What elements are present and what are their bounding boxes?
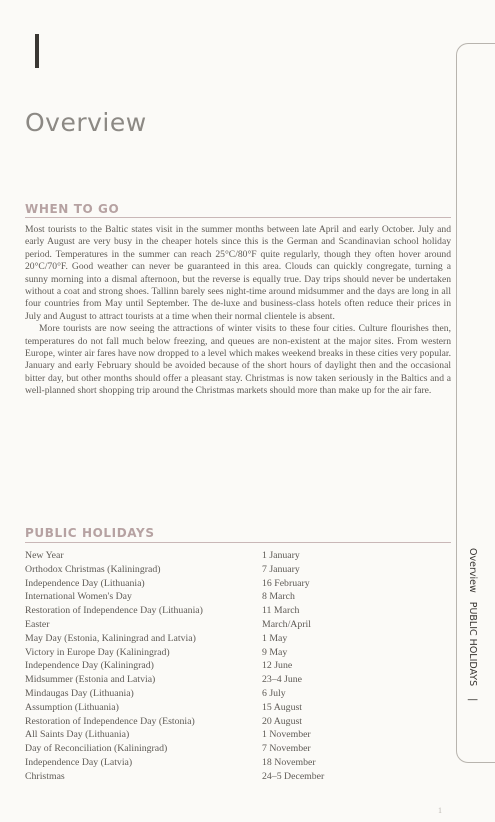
holiday-row	[25, 590, 455, 604]
holiday-date: 1 November	[262, 729, 311, 741]
holiday-row	[25, 618, 455, 632]
holiday-date: 1 May	[262, 632, 288, 644]
section-heading-public-holidays: PUBLIC HOLIDAYS	[25, 526, 155, 540]
holiday-date: 18 November	[262, 756, 316, 768]
public-holidays-list	[25, 549, 455, 784]
holiday-row	[25, 632, 455, 646]
holiday-name: Christmas	[25, 770, 65, 782]
holiday-date: 12 June	[262, 660, 293, 672]
holiday-row	[25, 646, 455, 660]
holiday-name: Midsummer (Estonia and Latvia)	[25, 674, 156, 686]
holiday-row	[25, 770, 455, 784]
holiday-date: 23–4 June	[262, 674, 303, 686]
side-tab-section: Overview	[467, 548, 478, 593]
holiday-name: Independence Day (Kaliningrad)	[25, 660, 154, 672]
holiday-name: Orthodox Christmas (Kaliningrad)	[25, 563, 161, 575]
holiday-date: 11 March	[262, 605, 300, 617]
holiday-date: 9 May	[262, 646, 288, 658]
when-to-go-body	[25, 224, 451, 398]
holiday-name: New Year	[25, 550, 64, 561]
holiday-date: March/April	[262, 618, 311, 630]
holiday-date: 16 February	[262, 577, 310, 589]
holiday-row	[25, 701, 455, 715]
paragraph: More tourists are now seeing the attractions of winter visits to these four cities. Culture flourishes then, temperatures do not fall much below freezing, and queues are non-existent at the major sites. From western Europe, winter air fares have now dropped to a level which makes weekend breaks in these cities very popular. January and early February should be avoided because of the short hours of daylight then and the occasional bitter day, but other months should offer a pleasant stay. Christmas is now taken seriously in the Baltics and a well-planned short shopping trip around the Christmas markets should more than make up for the air fare.	[25, 323, 451, 397]
section-rule	[25, 217, 451, 218]
section-heading-when-to-go: WHEN TO GO	[25, 202, 120, 216]
holiday-date: 8 March	[262, 591, 295, 603]
holiday-name: Easter	[25, 618, 50, 630]
holiday-date: 7 January	[262, 563, 300, 575]
holiday-row	[25, 673, 455, 687]
holiday-row	[25, 742, 455, 756]
holiday-name: Victory in Europe Day (Kaliningrad)	[25, 646, 170, 658]
holiday-date: 7 November	[262, 743, 311, 755]
holiday-date: 1 January	[262, 550, 300, 561]
holiday-row	[25, 563, 455, 577]
holiday-name: Restoration of Independence Day (Estonia)	[25, 715, 195, 727]
side-navigation-tab[interactable]	[467, 548, 478, 701]
holiday-date: 24–5 December	[262, 770, 325, 782]
holiday-date: 15 August	[262, 701, 303, 713]
holiday-row	[25, 604, 455, 618]
holiday-name: All Saints Day (Lithuania)	[25, 729, 130, 741]
section-rule	[25, 542, 451, 543]
holiday-row	[25, 549, 455, 563]
holiday-name: Independence Day (Latvia)	[25, 756, 133, 768]
holiday-name: Assumption (Lithuania)	[25, 701, 119, 713]
holiday-name: Mindaugas Day (Lithuania)	[25, 687, 134, 699]
page-number: 1	[438, 806, 442, 815]
holiday-name: Restoration of Independence Day (Lithuania)	[25, 605, 203, 617]
paragraph: Most tourists to the Baltic states visit in the summer months between late April and early October. July and early August are very busy in the cheaper hotels since this is the German and Scandinavian school holiday period. Temperatures in the summer can reach 25°C/80°F quite regularly, though they often hover around 20°C/70°F. Good weather can never be guaranteed in this area. Clouds can quickly congregate, turning a sunny morning into a dismal afternoon, but the reverse is equally true. Day trips should never be undertaken without a coat and strong shoes. Tallinn barely sees night-time around midsummer and the days are long in all four countries from May until September. The de-luxe and business-class hotels often reduce their prices in July and August to attract tourists at a time when their normal clientele is absent.	[25, 224, 451, 322]
page-title: Overview	[25, 108, 147, 137]
holiday-row	[25, 715, 455, 729]
holiday-name: International Women's Day	[25, 591, 132, 603]
holiday-row	[25, 659, 455, 673]
holiday-name: Independence Day (Lithuania)	[25, 577, 145, 589]
holiday-date: 6 July	[262, 687, 286, 699]
holiday-row	[25, 728, 455, 742]
side-tab-marker: |	[467, 698, 478, 702]
holiday-row	[25, 577, 455, 591]
holiday-name: May Day (Estonia, Kaliningrad and Latvia)	[25, 632, 196, 644]
side-tab-subsection: PUBLIC HOLIDAYS	[467, 601, 478, 687]
holiday-date: 20 August	[262, 715, 303, 727]
holiday-row	[25, 756, 455, 770]
holiday-name: Day of Reconciliation (Kaliningrad)	[25, 743, 168, 755]
holiday-row	[25, 687, 455, 701]
chapter-marker-bar	[35, 34, 39, 68]
